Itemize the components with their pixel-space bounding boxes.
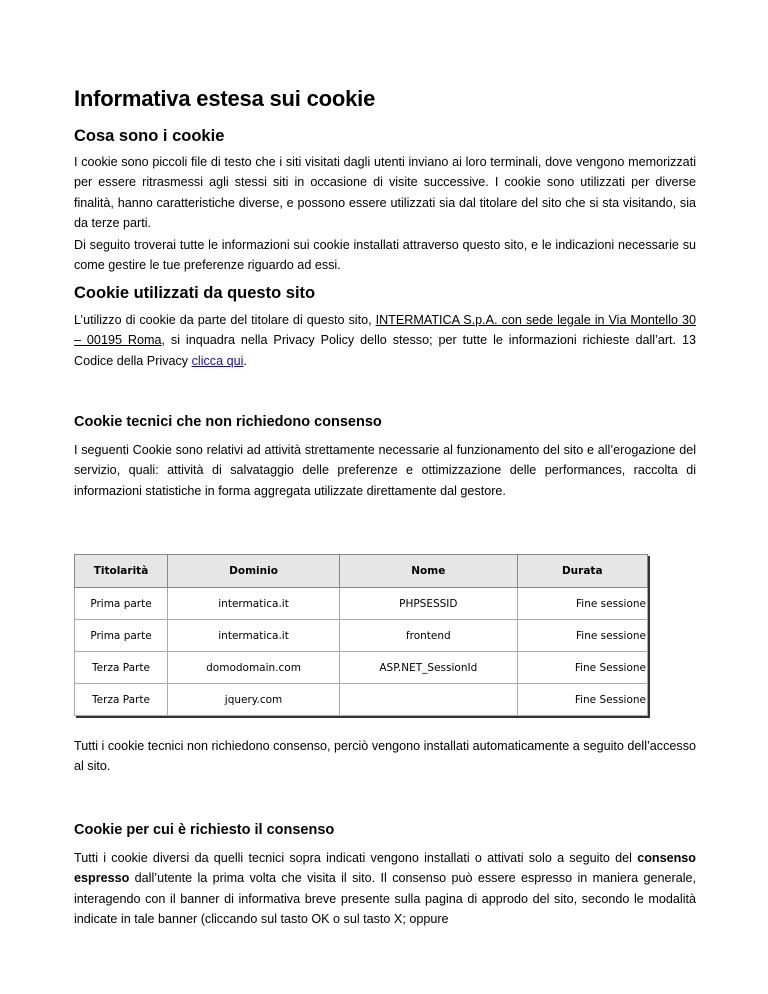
paragraph-cookies-used <box>74 310 696 371</box>
cell-durata: Fine sessione <box>517 588 647 620</box>
cell-dominio: intermatica.it <box>168 588 340 620</box>
table-row <box>75 652 648 684</box>
cell-durata: Fine Sessione <box>517 652 647 684</box>
header-dominio: Dominio <box>168 555 340 588</box>
table-row <box>75 684 648 716</box>
consent-emphasis: consenso espresso <box>74 851 696 886</box>
cell-nome: frontend <box>340 620 517 652</box>
section-heading-consent-cookies: Cookie per cui è richiesto il consenso <box>74 822 335 838</box>
cell-titolarita: Prima parte <box>75 588 168 620</box>
privacy-policy-link[interactable]: clicca qui <box>191 353 244 368</box>
header-nome: Nome <box>340 555 517 588</box>
text-run: , si inquadra nella Privacy Policy dello stesso; per tutte le informazioni richieste dall’art. 13 Codice della Privacy <box>74 333 696 368</box>
section-heading-technical-cookies: Cookie tecnici che non richiedono consenso <box>74 414 382 430</box>
paragraph-technical-no-consent: Tutti i cookie tecnici non richiedono consenso, perciò vengono installati automaticamente a seguito dell’accesso al sito. <box>74 739 696 774</box>
cell-durata: Fine Sessione <box>517 684 647 716</box>
text-run: L’utilizzo di cookie da parte del titolare di questo sito, <box>74 313 376 327</box>
cell-titolarita: Terza Parte <box>75 652 168 684</box>
paragraph-consent-cookies <box>74 848 696 930</box>
cell-titolarita: Prima parte <box>75 620 168 652</box>
text-run: dall’utente la prima volta che visita il sito. Il consenso può essere espresso in maniera generale, interagendo con il banner di informativa breve presente sulla pagina di approdo del sito, secondo le modalità indicate in tale banner (cliccando sul tasto OK o sul tasto X; oppure <box>74 871 696 927</box>
cell-titolarita: Terza Parte <box>75 684 168 716</box>
paragraph-what-are-cookies: I cookie sono piccoli file di testo che i siti visitati dagli utenti inviano ai loro terminali, dove vengono memorizzati per essere ritrasmessi agli stessi siti in occasione di visite successive. I cookie sono utilizzati per diverse finalità, hanno caratteristiche diverse, e possono essere utilizzati sia dal titolare del sito che si sta visitando, sia da terze parti. <box>74 155 696 231</box>
cell-dominio: intermatica.it <box>168 620 340 652</box>
cell-nome: ASP.NET_SessionId <box>340 652 517 684</box>
cookies-table <box>74 554 648 716</box>
cell-durata: Fine sessione <box>517 620 647 652</box>
table-row <box>75 588 648 620</box>
cell-nome <box>340 684 517 716</box>
section-heading-what-are-cookies: Cosa sono i cookie <box>74 127 225 145</box>
table-header-row <box>75 555 648 588</box>
paragraph-technical-cookies: I seguenti Cookie sono relativi ad attività strettamente necessarie al funzionamento del sito e all’erogazione del servizio, quali: attività di salvataggio delle preferenze e ottimizzazione delle performances, raccolta di informazioni statistiche in forma aggregata utilizzate direttamente dal gestore. <box>74 443 696 498</box>
text-run: Tutti i cookie diversi da quelli tecnici sopra indicati vengono installati o attivati solo a seguito del <box>74 851 638 865</box>
paragraph-info-intro: Di seguito troverai tutte le informazioni sui cookie installati attraverso questo sito, e le indicazioni necessarie su come gestire le tue preferenze riguardo ad essi. <box>74 238 696 273</box>
owner-name: INTERMATICA S.p.A. con sede legale in Via Montello 30 – 00195 Roma <box>74 313 697 348</box>
section-heading-cookies-used: Cookie utilizzati da questo sito <box>74 284 316 302</box>
page-title: Informativa estesa sui cookie <box>74 86 376 111</box>
text-run: . <box>243 353 247 368</box>
header-durata: Durata <box>517 555 647 588</box>
cell-nome: PHPSESSID <box>340 588 517 620</box>
header-titolarita: Titolarità <box>75 555 168 588</box>
cell-dominio: jquery.com <box>168 684 340 716</box>
table-row <box>75 620 648 652</box>
cell-dominio: domodomain.com <box>168 652 340 684</box>
